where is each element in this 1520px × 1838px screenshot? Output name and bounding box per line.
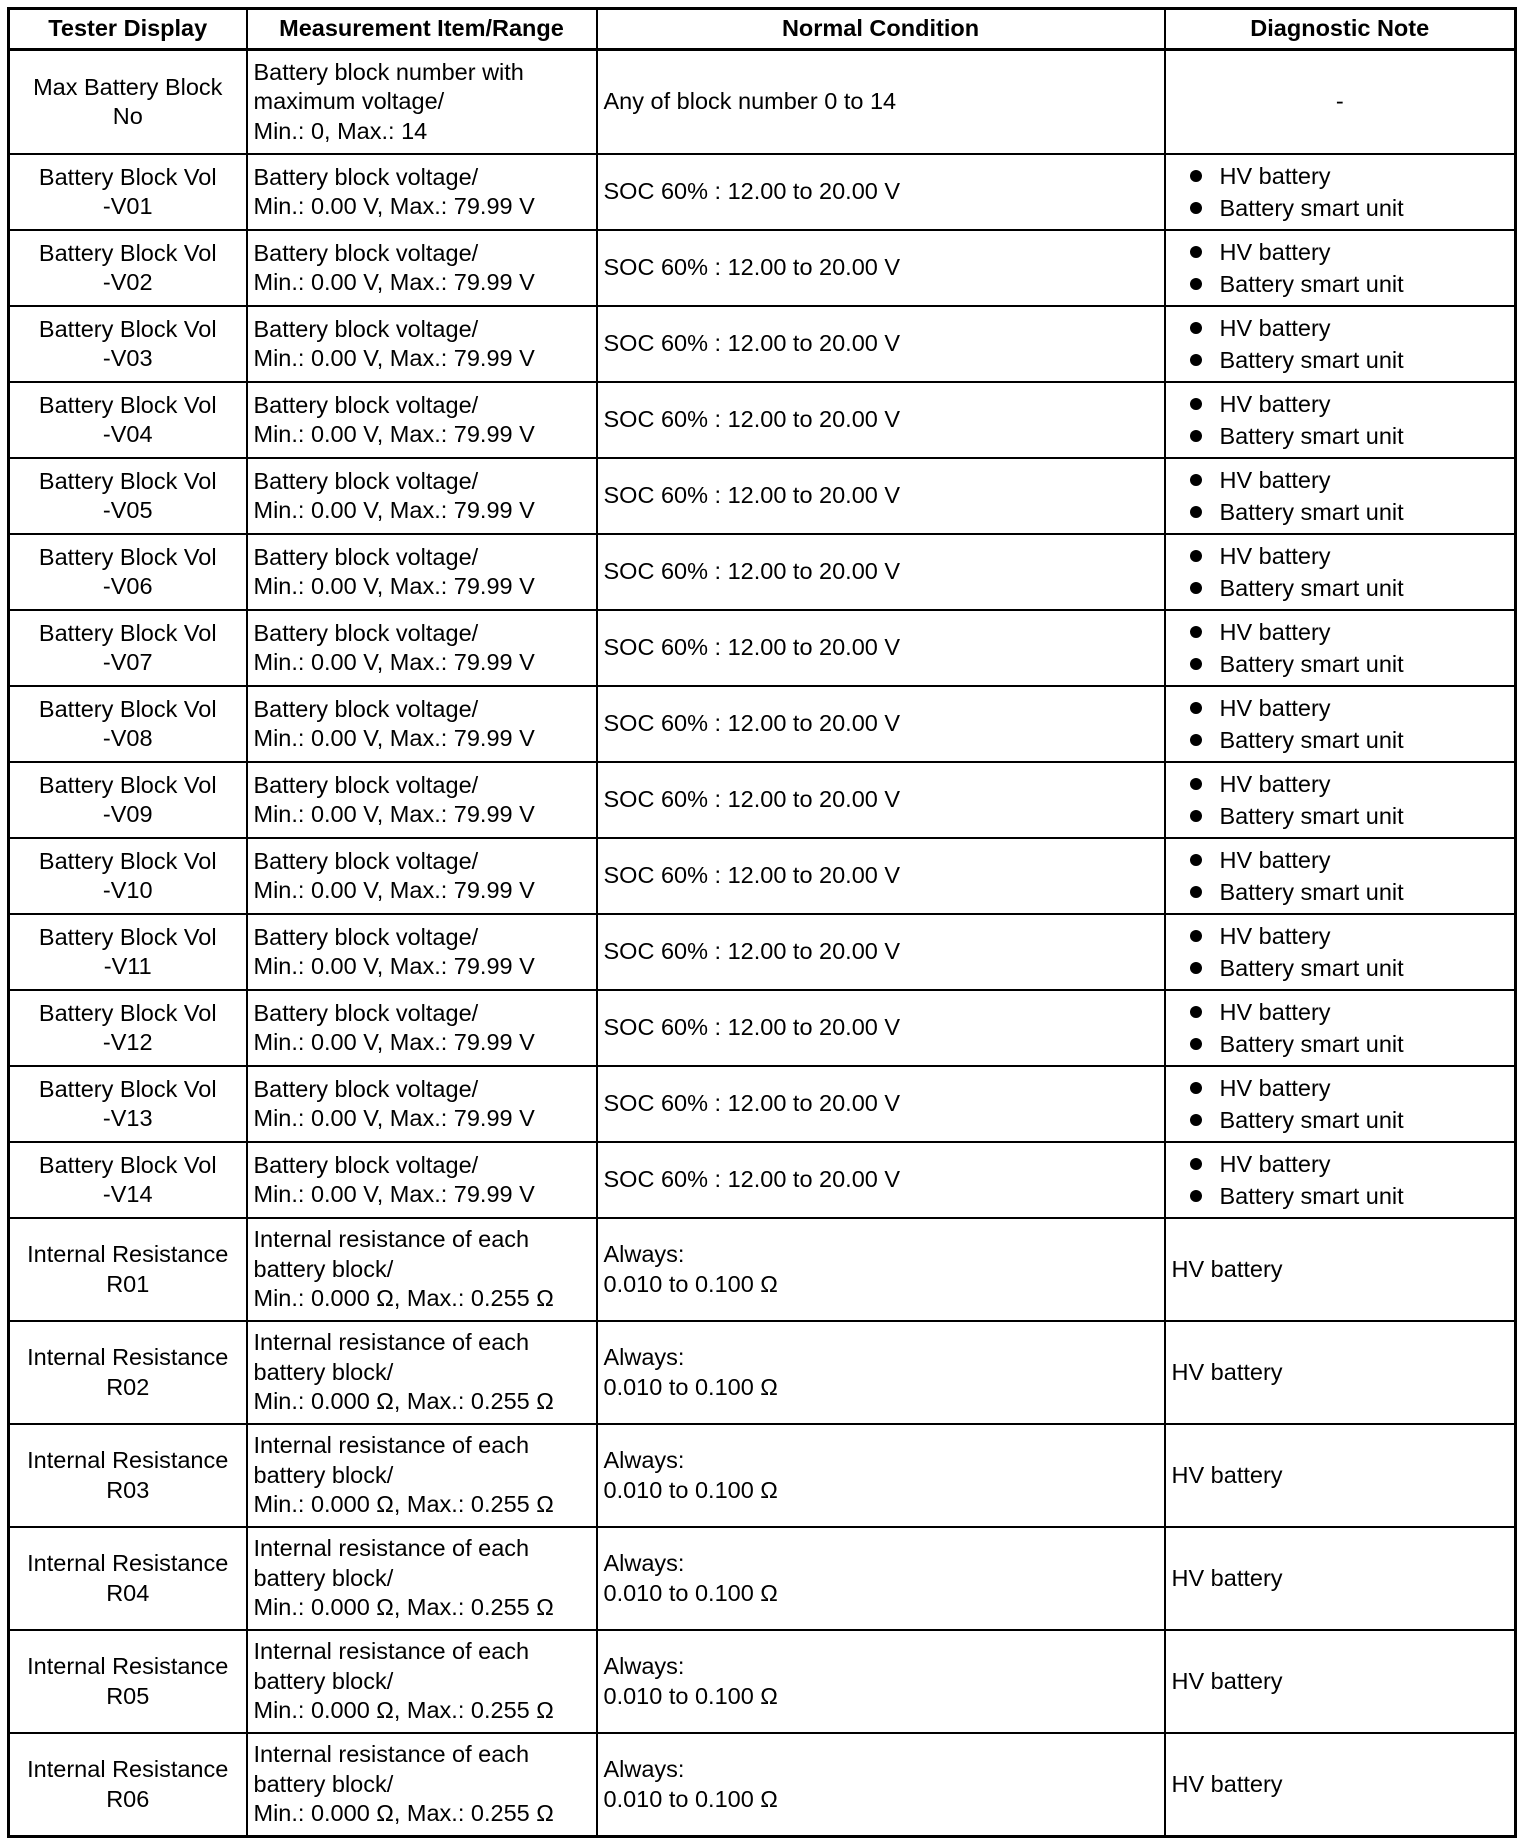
diagnostic-note-cell <box>1165 990 1516 1066</box>
normal-condition-cell: Always: 0.010 to 0.100 Ω <box>597 1733 1165 1837</box>
table-row <box>9 306 1516 382</box>
diagnostic-note-list <box>1172 844 1509 908</box>
tester-display-cell: Internal Resistance R02 <box>9 1321 247 1424</box>
tester-display-cell: Battery Block Vol -V12 <box>9 990 247 1066</box>
normal-condition-cell: SOC 60% : 12.00 to 20.00 V <box>597 610 1165 686</box>
diagnostic-note-item: HV battery <box>1190 920 1509 952</box>
tester-display-cell: Battery Block Vol -V10 <box>9 838 247 914</box>
table-row <box>9 230 1516 306</box>
diagnostic-note-cell: - <box>1165 50 1516 155</box>
measurement-cell: Internal resistance of each battery block/ Min.: 0.000 Ω, Max.: 0.255 Ω <box>247 1527 597 1630</box>
table-row <box>9 762 1516 838</box>
diagnostic-note-list <box>1172 236 1509 300</box>
diagnostic-note-item: Battery smart unit <box>1190 648 1509 680</box>
diagnostic-note-item: Battery smart unit <box>1190 952 1509 984</box>
diagnostic-note-list <box>1172 312 1509 376</box>
measurement-cell: Battery block voltage/ Min.: 0.00 V, Max.: 79.99 V <box>247 458 597 534</box>
normal-condition-cell: Always: 0.010 to 0.100 Ω <box>597 1321 1165 1424</box>
table-row <box>9 1424 1516 1527</box>
normal-condition-cell: SOC 60% : 12.00 to 20.00 V <box>597 306 1165 382</box>
tester-display-cell: Internal Resistance R04 <box>9 1527 247 1630</box>
measurement-cell: Internal resistance of each battery block/ Min.: 0.000 Ω, Max.: 0.255 Ω <box>247 1733 597 1837</box>
diagnostic-note-list <box>1172 540 1509 604</box>
diagnostic-note-cell <box>1165 838 1516 914</box>
table-row <box>9 534 1516 610</box>
tester-display-cell: Internal Resistance R01 <box>9 1218 247 1321</box>
diagnostic-note-list <box>1172 1148 1509 1212</box>
normal-condition-cell: SOC 60% : 12.00 to 20.00 V <box>597 382 1165 458</box>
diagnostic-note-cell <box>1165 382 1516 458</box>
measurement-cell: Internal resistance of each battery block/ Min.: 0.000 Ω, Max.: 0.255 Ω <box>247 1321 597 1424</box>
table-row <box>9 1218 1516 1321</box>
tester-display-cell: Internal Resistance R05 <box>9 1630 247 1733</box>
data-list-table <box>7 7 1517 1838</box>
diagnostic-note-list <box>1172 1072 1509 1136</box>
tester-display-cell: Battery Block Vol -V08 <box>9 686 247 762</box>
diagnostic-note-list <box>1172 920 1509 984</box>
normal-condition-cell: SOC 60% : 12.00 to 20.00 V <box>597 762 1165 838</box>
measurement-cell: Battery block voltage/ Min.: 0.00 V, Max.: 79.99 V <box>247 990 597 1066</box>
header-row <box>9 9 1516 50</box>
diagnostic-note-item: HV battery <box>1190 1148 1509 1180</box>
measurement-cell: Battery block voltage/ Min.: 0.00 V, Max.: 79.99 V <box>247 1066 597 1142</box>
diagnostic-note-item: HV battery <box>1190 388 1509 420</box>
header-measurement-item: Measurement Item/Range <box>247 9 597 50</box>
diagnostic-note-cell: HV battery <box>1165 1733 1516 1837</box>
diagnostic-note-item: Battery smart unit <box>1190 344 1509 376</box>
diagnostic-note-item: HV battery <box>1190 1072 1509 1104</box>
diagnostic-note-item: HV battery <box>1190 464 1509 496</box>
measurement-cell: Battery block voltage/ Min.: 0.00 V, Max.: 79.99 V <box>247 914 597 990</box>
measurement-cell: Battery block voltage/ Min.: 0.00 V, Max.: 79.99 V <box>247 686 597 762</box>
normal-condition-cell: SOC 60% : 12.00 to 20.00 V <box>597 230 1165 306</box>
diagnostic-note-item: Battery smart unit <box>1190 268 1509 300</box>
data-list-sheet <box>7 7 1514 1838</box>
normal-condition-cell: SOC 60% : 12.00 to 20.00 V <box>597 1142 1165 1218</box>
header-diagnostic-note: Diagnostic Note <box>1165 9 1516 50</box>
diagnostic-note-cell <box>1165 610 1516 686</box>
diagnostic-note-cell <box>1165 230 1516 306</box>
measurement-cell: Battery block voltage/ Min.: 0.00 V, Max.: 79.99 V <box>247 1142 597 1218</box>
diagnostic-note-item: Battery smart unit <box>1190 192 1509 224</box>
table-row <box>9 914 1516 990</box>
tester-display-cell: Internal Resistance R06 <box>9 1733 247 1837</box>
tester-display-cell: Battery Block Vol -V07 <box>9 610 247 686</box>
diagnostic-note-item: HV battery <box>1190 312 1509 344</box>
table-row <box>9 1066 1516 1142</box>
diagnostic-note-cell <box>1165 1066 1516 1142</box>
tester-display-cell: Battery Block Vol -V06 <box>9 534 247 610</box>
table-row <box>9 1733 1516 1837</box>
table-row <box>9 1142 1516 1218</box>
measurement-cell: Battery block voltage/ Min.: 0.00 V, Max.: 79.99 V <box>247 762 597 838</box>
table-row <box>9 838 1516 914</box>
diagnostic-note-cell: HV battery <box>1165 1321 1516 1424</box>
tester-display-cell: Battery Block Vol -V05 <box>9 458 247 534</box>
normal-condition-cell: Always: 0.010 to 0.100 Ω <box>597 1630 1165 1733</box>
tester-display-cell: Battery Block Vol -V09 <box>9 762 247 838</box>
diagnostic-note-list <box>1172 160 1509 224</box>
diagnostic-note-cell <box>1165 1142 1516 1218</box>
diagnostic-note-cell <box>1165 534 1516 610</box>
normal-condition-cell: SOC 60% : 12.00 to 20.00 V <box>597 534 1165 610</box>
diagnostic-note-item: HV battery <box>1190 692 1509 724</box>
diagnostic-note-item: HV battery <box>1190 160 1509 192</box>
table-row <box>9 382 1516 458</box>
diagnostic-note-item: HV battery <box>1190 236 1509 268</box>
normal-condition-cell: SOC 60% : 12.00 to 20.00 V <box>597 838 1165 914</box>
diagnostic-note-item: HV battery <box>1190 616 1509 648</box>
table-row <box>9 1321 1516 1424</box>
tester-display-cell: Internal Resistance R03 <box>9 1424 247 1527</box>
measurement-cell: Battery block number with maximum voltage/ Min.: 0, Max.: 14 <box>247 50 597 155</box>
measurement-cell: Internal resistance of each battery block/ Min.: 0.000 Ω, Max.: 0.255 Ω <box>247 1424 597 1527</box>
normal-condition-cell: SOC 60% : 12.00 to 20.00 V <box>597 686 1165 762</box>
measurement-cell: Battery block voltage/ Min.: 0.00 V, Max.: 79.99 V <box>247 838 597 914</box>
tester-display-cell: Battery Block Vol -V14 <box>9 1142 247 1218</box>
diagnostic-note-item: Battery smart unit <box>1190 800 1509 832</box>
diagnostic-note-item: Battery smart unit <box>1190 1104 1509 1136</box>
diagnostic-note-list <box>1172 692 1509 756</box>
diagnostic-note-item: Battery smart unit <box>1190 876 1509 908</box>
diagnostic-note-item: HV battery <box>1190 996 1509 1028</box>
normal-condition-cell: SOC 60% : 12.00 to 20.00 V <box>597 1066 1165 1142</box>
diagnostic-note-cell <box>1165 914 1516 990</box>
normal-condition-cell: SOC 60% : 12.00 to 20.00 V <box>597 458 1165 534</box>
table-row <box>9 990 1516 1066</box>
measurement-cell: Battery block voltage/ Min.: 0.00 V, Max.: 79.99 V <box>247 230 597 306</box>
diagnostic-note-item: HV battery <box>1190 844 1509 876</box>
diagnostic-note-item: HV battery <box>1190 768 1509 800</box>
tester-display-cell: Battery Block Vol -V01 <box>9 154 247 230</box>
measurement-cell: Battery block voltage/ Min.: 0.00 V, Max.: 79.99 V <box>247 534 597 610</box>
normal-condition-cell: Any of block number 0 to 14 <box>597 50 1165 155</box>
diagnostic-note-item: Battery smart unit <box>1190 1180 1509 1212</box>
tester-display-cell: Battery Block Vol -V11 <box>9 914 247 990</box>
header-tester-display: Tester Display <box>9 9 247 50</box>
tester-display-cell: Battery Block Vol -V02 <box>9 230 247 306</box>
tester-display-cell: Battery Block Vol -V04 <box>9 382 247 458</box>
diagnostic-note-list <box>1172 464 1509 528</box>
normal-condition-cell: SOC 60% : 12.00 to 20.00 V <box>597 154 1165 230</box>
measurement-cell: Battery block voltage/ Min.: 0.00 V, Max.: 79.99 V <box>247 610 597 686</box>
diagnostic-note-item: Battery smart unit <box>1190 1028 1509 1060</box>
normal-condition-cell: Always: 0.010 to 0.100 Ω <box>597 1218 1165 1321</box>
measurement-cell: Internal resistance of each battery block/ Min.: 0.000 Ω, Max.: 0.255 Ω <box>247 1630 597 1733</box>
table-row <box>9 686 1516 762</box>
diagnostic-note-item: Battery smart unit <box>1190 572 1509 604</box>
measurement-cell: Internal resistance of each battery block/ Min.: 0.000 Ω, Max.: 0.255 Ω <box>247 1218 597 1321</box>
diagnostic-note-cell: HV battery <box>1165 1424 1516 1527</box>
table-row <box>9 1630 1516 1733</box>
table-row <box>9 50 1516 155</box>
measurement-cell: Battery block voltage/ Min.: 0.00 V, Max.: 79.99 V <box>247 154 597 230</box>
diagnostic-note-cell: HV battery <box>1165 1218 1516 1321</box>
table-row <box>9 1527 1516 1630</box>
normal-condition-cell: Always: 0.010 to 0.100 Ω <box>597 1424 1165 1527</box>
diagnostic-note-item: Battery smart unit <box>1190 724 1509 756</box>
tester-display-cell: Battery Block Vol -V13 <box>9 1066 247 1142</box>
normal-condition-cell: SOC 60% : 12.00 to 20.00 V <box>597 990 1165 1066</box>
diagnostic-note-cell: HV battery <box>1165 1527 1516 1630</box>
normal-condition-cell: Always: 0.010 to 0.100 Ω <box>597 1527 1165 1630</box>
diagnostic-note-list <box>1172 996 1509 1060</box>
diagnostic-note-list <box>1172 768 1509 832</box>
measurement-cell: Battery block voltage/ Min.: 0.00 V, Max.: 79.99 V <box>247 306 597 382</box>
header-normal-condition: Normal Condition <box>597 9 1165 50</box>
table-row <box>9 610 1516 686</box>
normal-condition-cell: SOC 60% : 12.00 to 20.00 V <box>597 914 1165 990</box>
table-row <box>9 154 1516 230</box>
measurement-cell: Battery block voltage/ Min.: 0.00 V, Max.: 79.99 V <box>247 382 597 458</box>
diagnostic-note-list <box>1172 616 1509 680</box>
tester-display-cell: Battery Block Vol -V03 <box>9 306 247 382</box>
diagnostic-note-item: Battery smart unit <box>1190 496 1509 528</box>
diagnostic-note-item: HV battery <box>1190 540 1509 572</box>
diagnostic-note-cell: HV battery <box>1165 1630 1516 1733</box>
diagnostic-note-cell <box>1165 154 1516 230</box>
diagnostic-note-cell <box>1165 686 1516 762</box>
diagnostic-note-cell <box>1165 458 1516 534</box>
tester-display-cell: Max Battery Block No <box>9 50 247 155</box>
diagnostic-note-cell <box>1165 306 1516 382</box>
diagnostic-note-cell <box>1165 762 1516 838</box>
table-row <box>9 458 1516 534</box>
diagnostic-note-list <box>1172 388 1509 452</box>
diagnostic-note-item: Battery smart unit <box>1190 420 1509 452</box>
